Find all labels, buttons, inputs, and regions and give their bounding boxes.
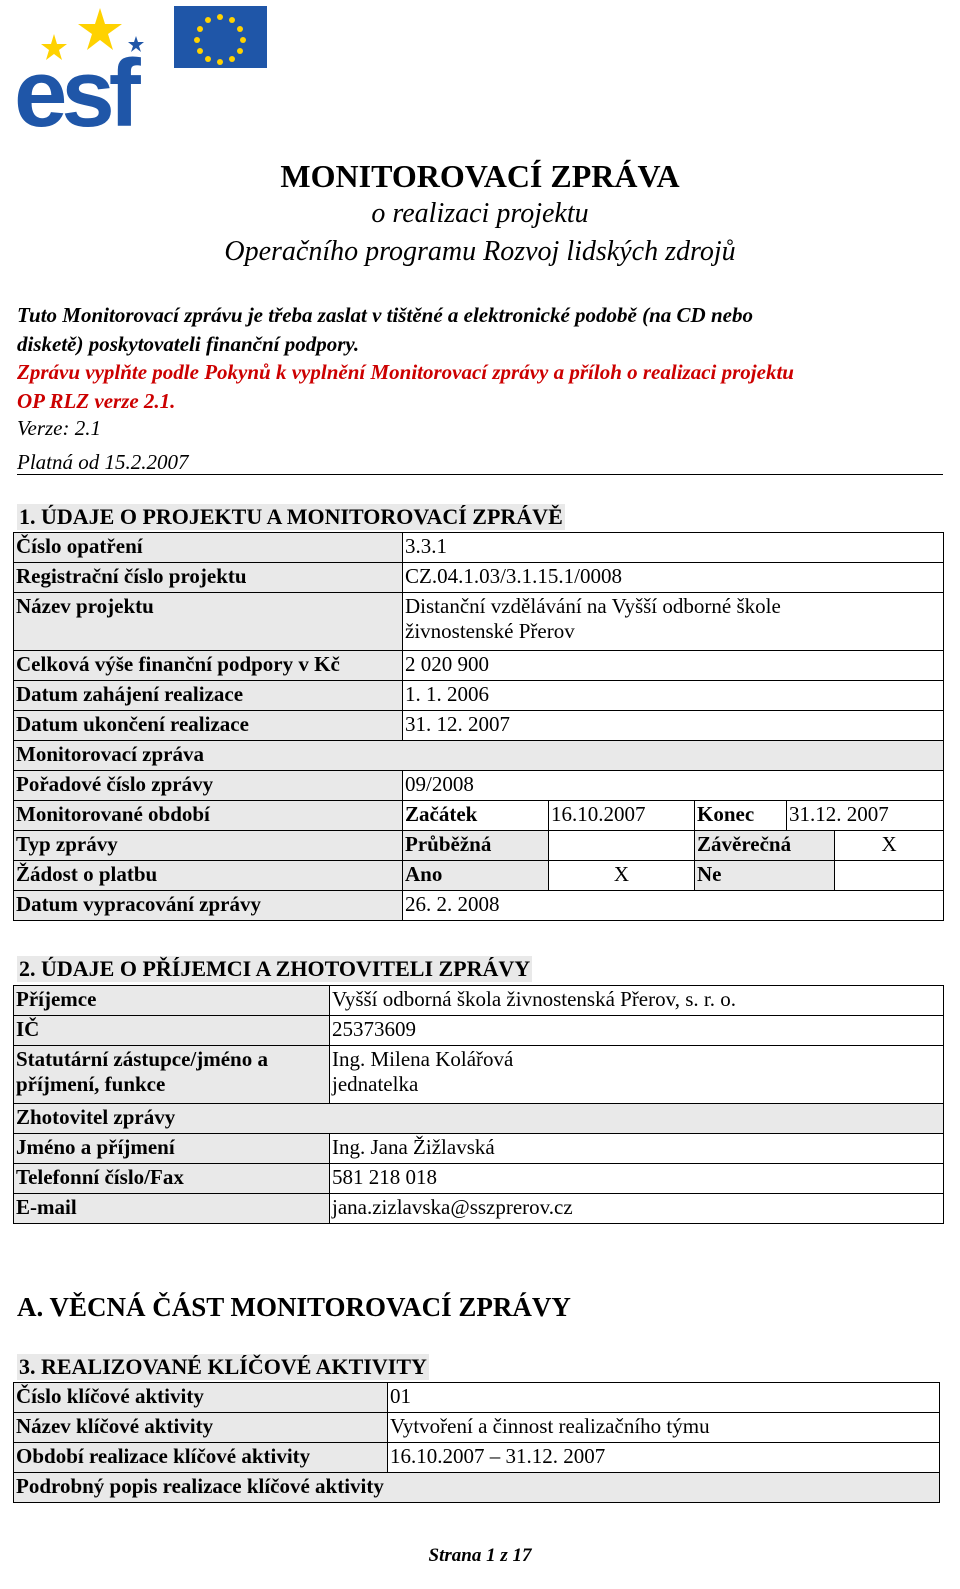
zhotovitel-label: Zhotovitel zprávy: [14, 1104, 944, 1134]
intro-line-1: Tuto Monitorovací zprávu je třeba zaslat v tištěné a elektronické podobě (na CD nebo: [17, 303, 753, 327]
prubezna-label: Průběžná: [403, 831, 549, 861]
recipient-table: [13, 985, 944, 1224]
jmeno-value: Ing. Jana Žižlavská: [330, 1134, 944, 1164]
aktivita-obdobi-value: 16.10.2007 – 31.12. 2007: [388, 1443, 940, 1473]
email-value: jana.zizlavska@sszprerov.cz: [330, 1194, 944, 1224]
konec-label: Konec: [695, 801, 787, 831]
reg-cislo-label: Registrační číslo projektu: [14, 563, 403, 593]
project-table: [13, 532, 944, 921]
konec-value: 31.12. 2007: [787, 801, 944, 831]
monitorovaci-zprava-label: Monitorovací zpráva: [14, 741, 944, 771]
page-title: MONITOROVACÍ ZPRÁVA: [280, 158, 680, 194]
version-text: Verze: 2.1: [17, 416, 101, 440]
poradove-cislo-value: 09/2008: [403, 771, 944, 801]
esf-text: esf: [14, 40, 135, 132]
activity-table: [13, 1382, 940, 1503]
datum-vypracovani-value: 26. 2. 2008: [403, 891, 944, 921]
part-a-heading: A. VĚCNÁ ČÁST MONITOROVACÍ ZPRÁVY: [17, 1292, 571, 1322]
poradove-cislo-label: Pořadové číslo zprávy: [14, 771, 403, 801]
reg-cislo-value: CZ.04.1.03/3.1.15.1/0008: [403, 563, 944, 593]
prubezna-value: [549, 831, 695, 861]
ano-label: Ano: [403, 861, 549, 891]
esf-eu-logo-icon: [14, 4, 274, 132]
section-2-heading: 2. ÚDAJE O PŘÍJEMCI A ZHOTOVITELI ZPRÁVY: [19, 956, 531, 981]
section-3-heading: 3. REALIZOVANÉ KLÍČOVÉ AKTIVITY: [19, 1354, 427, 1379]
datum-zahajeni-label: Datum zahájení realizace: [14, 681, 403, 711]
monitorovane-obdobi-label: Monitorované období: [14, 801, 403, 831]
nazev-projektu-value: [403, 593, 944, 651]
datum-ukonceni-label: Datum ukončení realizace: [14, 711, 403, 741]
statutar-value: [330, 1046, 944, 1104]
statutar-label-line-1: Statutární zástupce/jméno a: [16, 1047, 268, 1071]
ic-label: IČ: [14, 1016, 330, 1046]
vyse-podpory-value: 2 020 900: [403, 651, 944, 681]
statutar-name: Ing. Milena Kolářová: [332, 1047, 514, 1071]
page-subtitle-1: o realizaci projektu: [371, 198, 589, 229]
vyse-podpory-label: Celková výše finanční podpory v Kč: [14, 651, 403, 681]
intro-line-2: disketě) poskytovateli finanční podpory.: [17, 332, 360, 356]
ic-value: 25373609: [330, 1016, 944, 1046]
valid-from-line: [17, 450, 943, 475]
aktivita-nazev-value: Vytvoření a činnost realizačního týmu: [388, 1413, 940, 1443]
datum-ukonceni-value: 31. 12. 2007: [403, 711, 944, 741]
telefon-value: 581 218 018: [330, 1164, 944, 1194]
ano-value: X: [549, 861, 695, 891]
zacatek-value: 16.10.2007: [549, 801, 695, 831]
nazev-projektu-line-1: Distanční vzdělávání na Vyšší odborné škole: [405, 594, 781, 618]
instructions-line-2: OP RLZ verze 2.1.: [17, 389, 176, 413]
page-subtitle-2: Operačního programu Rozvoj lidských zdrojů: [224, 236, 736, 267]
aktivita-popis-label: Podrobný popis realizace klíčové aktivity: [14, 1473, 940, 1503]
aktivita-cislo-value: 01: [388, 1383, 940, 1413]
telefon-label: Telefonní číslo/Fax: [14, 1164, 330, 1194]
jmeno-label: Jméno a příjmení: [14, 1134, 330, 1164]
page-number: Strana 1 z 17: [428, 1545, 532, 1566]
cislo-opatreni-value: 3.3.1: [403, 533, 944, 563]
datum-vypracovani-label: Datum vypracování zprávy: [14, 891, 403, 921]
prijemce-value: Vyšší odborná škola živnostenská Přerov, s. r. o.: [330, 986, 944, 1016]
aktivita-cislo-label: Číslo klíčové aktivity: [14, 1383, 388, 1413]
aktivita-nazev-label: Název klíčové aktivity: [14, 1413, 388, 1443]
statutar-label-line-2: příjmení, funkce: [16, 1072, 166, 1096]
datum-zahajeni-value: 1. 1. 2006: [403, 681, 944, 711]
typ-zpravy-label: Typ zprávy: [14, 831, 403, 861]
cislo-opatreni-label: Číslo opatření: [14, 533, 403, 563]
esf-logo: [14, 4, 274, 132]
nazev-projektu-label: Název projektu: [14, 593, 403, 651]
zadost-o-platbu-label: Žádost o platbu: [14, 861, 403, 891]
aktivita-obdobi-label: Období realizace klíčové aktivity: [14, 1443, 388, 1473]
zaverecna-label: Závěrečná: [695, 831, 835, 861]
statutar-function: jednatelka: [332, 1072, 419, 1096]
prijemce-label: Příjemce: [14, 986, 330, 1016]
ne-value: [835, 861, 944, 891]
ne-label: Ne: [695, 861, 835, 891]
zaverecna-value: X: [835, 831, 944, 861]
statutar-label: [14, 1046, 330, 1104]
nazev-projektu-line-2: živnostenské Přerov: [405, 619, 575, 643]
section-1-heading: 1. ÚDAJE O PROJEKTU A MONITOROVACÍ ZPRÁVĚ: [19, 504, 563, 529]
zacatek-label: Začátek: [403, 801, 549, 831]
valid-from-text: Platná od 15.2.2007: [17, 450, 189, 474]
email-label: E-mail: [14, 1194, 330, 1224]
instructions-line-1: Zprávu vyplňte podle Pokynů k vyplnění Monitorovací zprávy a příloh o realizaci projektu: [17, 360, 794, 384]
